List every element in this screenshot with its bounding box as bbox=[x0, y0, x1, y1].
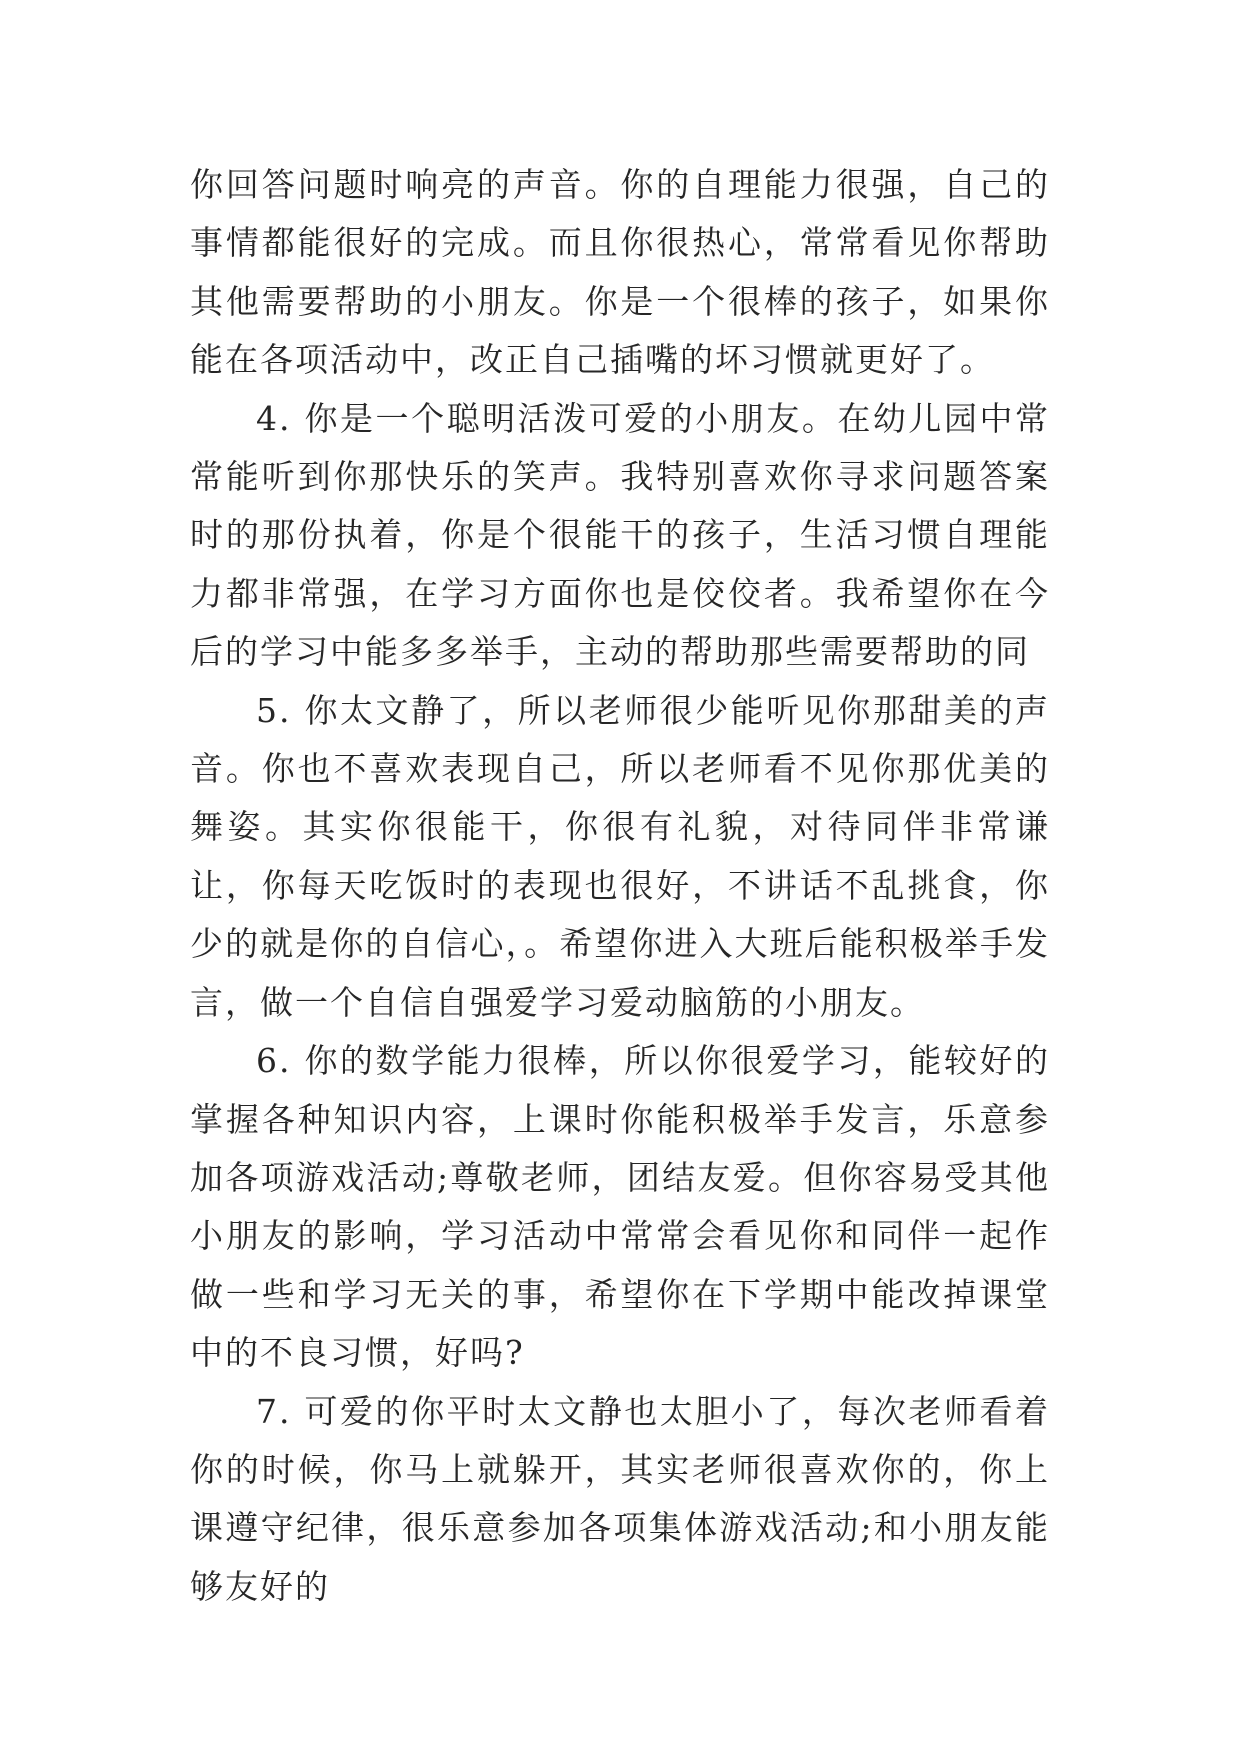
document-body bbox=[190, 156, 1050, 1616]
paragraph-comment-6: 6. 你的数学能力很棒，所以你很爱学习，能较好的掌握各种知识内容，上课时你能积极举手发言，乐意参加各项游戏活动;尊敬老师，团结友爱。但你容易受其他小朋友的影响，学习活动中常常会看见你和同伴一起作做一些和学习无关的事，希望你在下学期中能改掉课堂中的不良习惯，好吗? bbox=[190, 1041, 1050, 1373]
paragraph-continued-comment: 你回答问题时响亮的声音。你的自理能力很强，自己的事情都能很好的完成。而且你很热心，常常看见你帮助其他需要帮助的小朋友。你是一个很棒的孩子，如果你能在各项活动中，改正自己插嘴的坏习惯就更好了。 bbox=[190, 165, 1050, 380]
paragraph-comment-5: 5. 你太文静了，所以老师很少能听见你那甜美的声音。你也不喜欢表现自己，所以老师看不见你那优美的舞姿。其实你很能干，你很有礼貌，对待同伴非常谦让，你每天吃饭时的表现也很好，不讲话不乱挑食，你少的就是你的自信心，。希望你进入大班后能积极举手发言，做一个自信自强爱学习爱动脑筋的小朋友。 bbox=[190, 690, 1050, 1022]
paragraph-comment-7: 7. 可爱的你平时太文静也太胆小了，每次老师看着你的时候，你马上就躲开，其实老师很喜欢你的，你上课遵守纪律，很乐意参加各项集体游戏活动;和小朋友能够友好的 bbox=[190, 1391, 1050, 1606]
paragraph-comment-4: 4. 你是一个聪明活泼可爱的小朋友。在幼儿园中常常能听到你那快乐的笑声。我特别喜欢你寻求问题答案时的那份执着，你是个很能干的孩子，生活习惯自理能力都非常强，在学习方面你也是佼佼者。我希望你在今后的学习中能多多举手，主动的帮助那些需要帮助的同 bbox=[190, 398, 1050, 672]
